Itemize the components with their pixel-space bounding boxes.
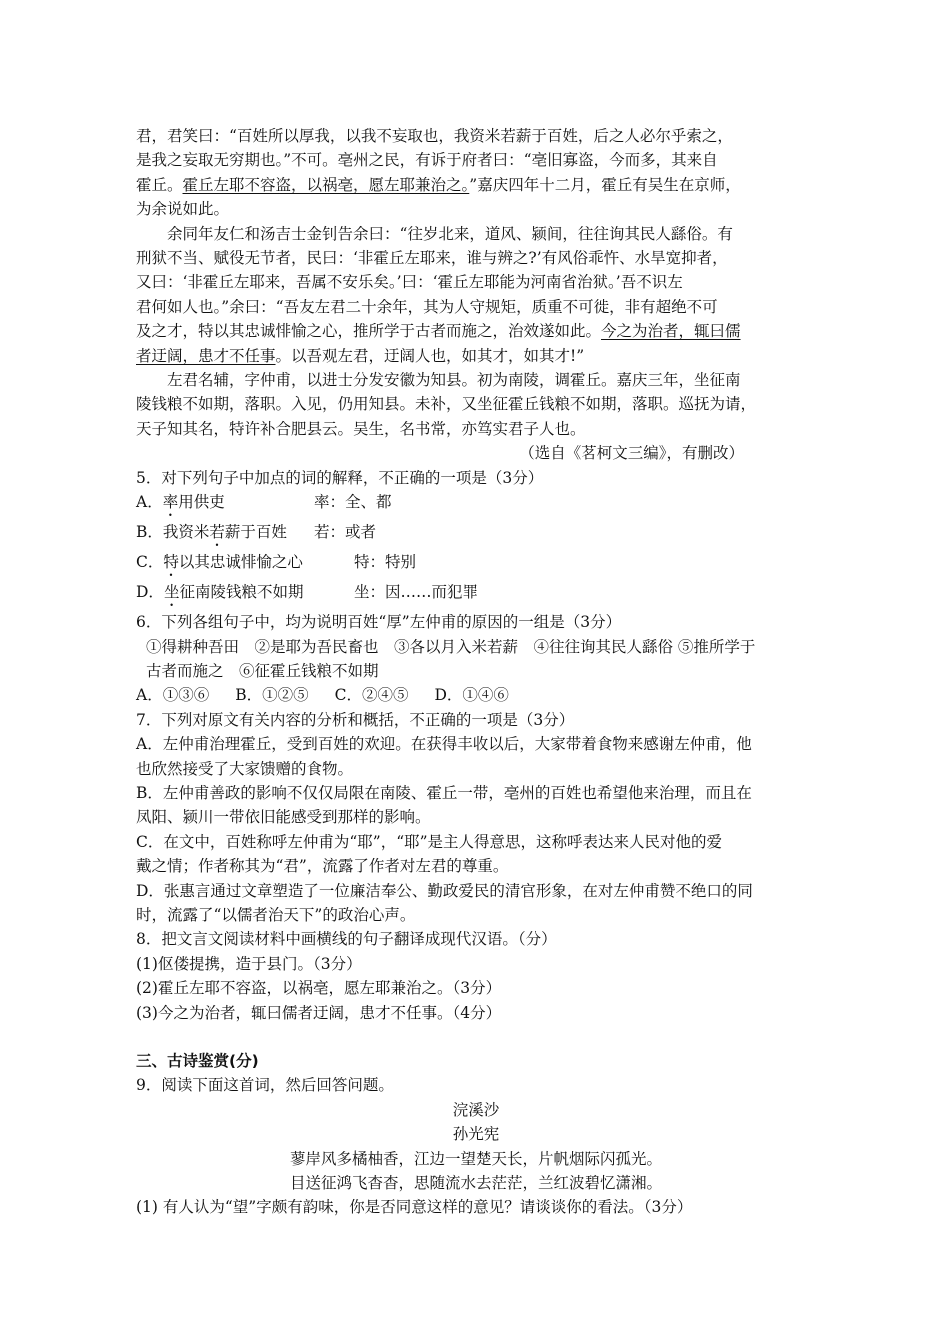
underlined-sentence-3b: 者迂阔，患才不任事 [136,346,276,365]
dotted-word: 率 [162,493,179,512]
question-stem: 7．下列对原文有关内容的分析和概括，不正确的一项是（3分） [136,710,575,729]
question-9-1: (1) 有人认为“望”字颇有韵味，你是否同意这样的意见？请谈谈你的看法。（3分） [136,1198,693,1217]
option-line: 戴之情；作者称其为“君”，流露了作者对左君的尊重。 [136,857,509,876]
option-explanation: 若：或者 [314,523,377,542]
text-line [136,173,816,197]
option-c [136,550,816,580]
section-title: 三、古诗鉴赏(分) [136,1052,259,1070]
text-span: 霍丘。 [136,175,183,194]
option-text: 薪于百姓 [224,523,287,542]
poem-title: 浣溪沙 [452,1100,500,1119]
option-text: 以其忠诚悱愉之心 [178,553,303,572]
option-line: 也欣然接受了大家馈赠的食物。 [136,759,354,778]
text-span: 及之才，特以其忠诚悱愉之心，推所学于古者而施之，治效遂如此。 [136,322,602,341]
option-label: D． [136,583,164,602]
section-3 [136,1049,816,1220]
text-line: 余同年友仁和汤吉士金钊告余曰：“往岁北来，道风、颍间，往往询其民人繇俗。有 [167,224,733,243]
option-explanation: 特：特别 [354,553,417,572]
passage-paragraph-1 [136,124,816,222]
text-line: 是我之妄取无穷期也。”不可。亳州之民，有诉于府者曰：“亳旧寡盗，今而多，其来自 [136,151,718,170]
text-line: 陵钱粮不如期，落职。入见，仍用知县。未补，又坐征霍丘钱粮不如期，落职。巡抚为请， [136,395,757,414]
choice-b: B．①②⑤ [235,686,309,705]
passage-source: （选自《茗柯文三编》，有删改） [519,444,744,463]
text-line: 又曰：‘非霍丘左耶来，吾属不安乐矣。’曰：‘霍丘左耶能为河南省治狱。’吾不识左 [136,273,683,292]
text-line: 刑狱不当、赋役无节者，民曰：‘非霍丘左耶来，谁与辨之?’有风俗乖忤、水旱宽抑者， [136,249,728,268]
question-stem: 5．对下列句子中加点的词的解释，不正确的一项是（3分） [136,468,544,487]
question-6 [136,610,816,708]
passage-paragraph-2 [136,222,816,368]
text-line: 左君名辅，字仲甫，以进士分发安徽为知县。初为南陵，调霍丘。嘉庆三年，坐征南 [167,371,741,390]
choice-c: C．②④⑤ [334,686,409,705]
poem-line: 目送征鸿飞杳杳，思随流水去茫茫，兰红波碧忆潇湘。 [289,1174,662,1193]
option-line: C．在文中，百姓称呼左仲甫为“耶”，“耶”是主人得意思，这称呼表达来人民对他的爱 [136,832,723,851]
option-label: C． [136,553,164,572]
option-explanation: 坐：因……而犯罪 [354,583,479,602]
choice-a: A．①③⑥ [136,686,210,705]
question-stem: 9．阅读下面这首词，然后回答问题。 [136,1076,394,1095]
option-line: 凤阳、颍川一带依旧能感受到那样的影响。 [136,808,431,827]
option-line: D．张惠言通过文章塑造了一位廉洁奉公、勤政爱民的清官形象，在对左仲甫赞不绝口的同 [136,881,753,900]
question-stem: 6．下列各组句子中，均为说明百姓“厚”左仲甫的原因的一组是（3分） [136,613,622,632]
option-label: A． [136,493,163,512]
option-line: 时，流露了“以儒者治天下”的政治心声。 [136,905,416,924]
underlined-sentence-3a: 今之为治者，辄曰儒 [601,322,741,341]
text-span: 。以吾观左君，迂阔人也，如其才，如其才!” [275,346,585,365]
translation-item-2: (2)霍丘左耶不容盗，以祸亳，愿左耶兼治之。（3分） [136,979,502,998]
translation-item-3: (3)今之为治者，辄曰儒者迂阔，患才不任事。（4分） [136,1003,502,1022]
question-items: 古者而施之 ⑥征霍丘钱粮不如期 [146,661,379,680]
option-d [136,580,816,610]
option-line: A．左仲甫治理霍丘，受到百姓的欢迎。在获得丰收以后，大家带着食物来感谢左仲甫，他 [136,735,752,754]
text-line: 君，君笑曰：“百姓所以厚我，以我不妄取也，我资米若薪于百姓，后之人必尔乎索之， [136,127,733,145]
text-line: 为余说如此。 [136,200,230,219]
question-7 [136,708,816,928]
text-line [136,319,816,343]
text-span: ”嘉庆四年十二月，霍丘有吴生在京师， [469,175,741,194]
dotted-word: 特 [163,553,179,572]
text-line: 君何如人也。”余曰：“吾友左君二十余年，其为人守规矩，质重不可徙，非有超绝不可 [136,297,718,316]
poem-author: 孙光宪 [452,1125,500,1144]
option-line: B．左仲甫善政的影响不仅仅局限在南陵、霍丘一带，亳州的百姓也希望他来治理，而且在 [136,783,752,802]
passage-paragraph-3 [136,368,816,441]
question-8 [136,927,816,1025]
dotted-word: 坐 [163,583,180,602]
document-content [136,124,816,1220]
text-line [136,344,816,368]
answer-choices [136,683,816,707]
poem-line: 蓼岸风多橘柚香，江边一望楚天长，片帆烟际闪孤光。 [289,1149,662,1168]
question-stem: 8．把文言文阅读材料中画横线的句子翻译成现代汉语。（分） [136,930,557,949]
translation-item-1: (1)伛偻提携，造于县门。（3分） [136,954,362,973]
question-items: ①得耕种吾田 ②是耶为吾民畜也 ③各以月入米若薪 ④往往询其民人繇俗 ⑤推所学于 [146,637,756,656]
question-5 [136,466,816,610]
text-line: 天子知其名，特许补合肥县云。吴生，名书常，亦笃实君子人也。 [136,419,586,438]
underlined-sentence-2: 霍丘左耶不容盗，以祸亳，愿左耶兼治之。 [182,175,470,194]
option-text: 征南陵钱粮不如期 [179,583,304,602]
option-b [136,520,816,550]
option-text: 用供吏 [178,493,225,512]
option-explanation: 率：全、都 [314,493,392,512]
option-label: B．我资米 [136,523,210,542]
choice-d: D．①④⑥ [434,686,509,705]
dotted-word: 若 [209,523,225,542]
option-a [136,490,816,520]
